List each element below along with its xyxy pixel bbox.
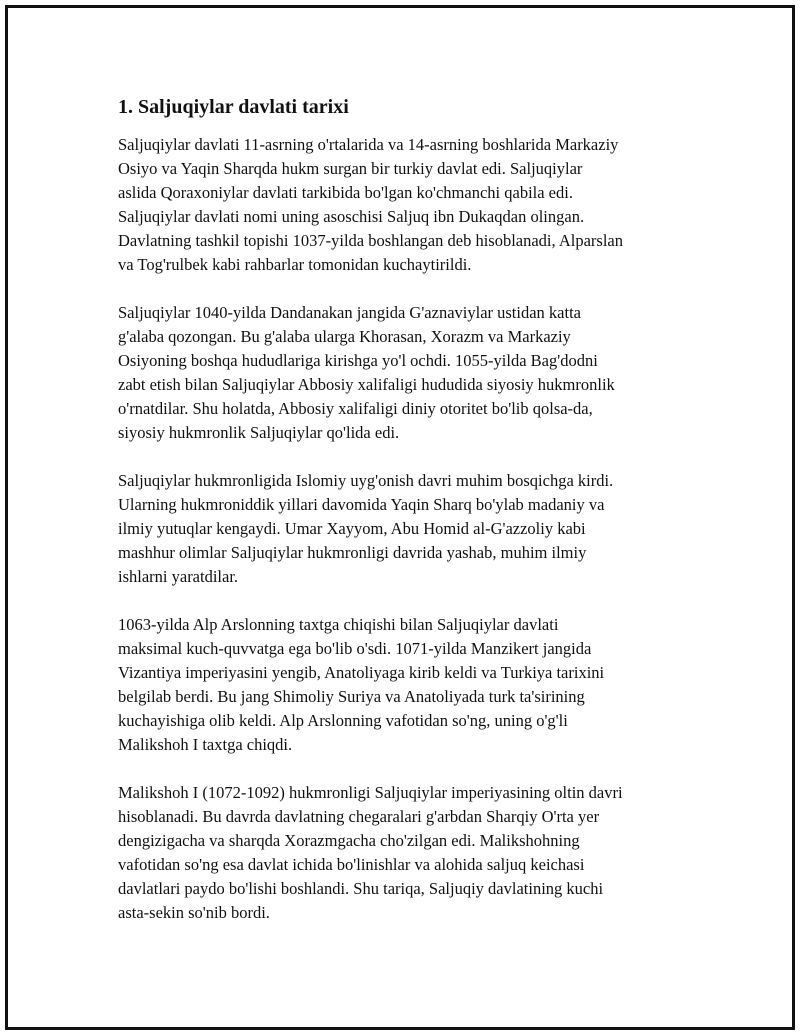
- document-body: [118, 93, 698, 949]
- text-line: vafotidan so'ng esa davlat ichida bo'linishlar va alohida saljuq keichasi: [118, 855, 585, 874]
- text-line: Vizantiya imperiyasini yengib, Anatoliyaga kirib keldi va Turkiya tarixini: [118, 663, 605, 682]
- document-title: 1. Saljuqiylar davlati tarixi: [118, 96, 349, 118]
- text-line: mashhur olimlar Saljuqiylar hukmronligi davrida yashab, muhim ilmiy: [118, 543, 587, 562]
- paragraph-1: [118, 133, 698, 277]
- text-line: Malikshoh I (1072-1092) hukmronligi Saljuqiylar imperiyasining oltin davri: [118, 783, 623, 802]
- text-line: ilmiy yutuqlar kengaydi. Umar Xayyom, Abu Homid al-G'azzoliy kabi: [118, 519, 586, 538]
- text-line: davlatlari paydo bo'lishi boshlandi. Shu tariqa, Saljuqiy davlatining kuchi: [118, 879, 604, 898]
- text-line: ishlarni yaratdilar.: [118, 567, 239, 586]
- text-line: maksimal kuch-quvvatga ega bo'lib o'sdi. 1071-yilda Manzikert jangida: [118, 639, 592, 658]
- text-line: Saljuqiylar 1040-yilda Dandanakan jangida G'aznaviylar ustidan katta: [118, 303, 581, 322]
- paragraph-2: [118, 301, 698, 445]
- text-line: Davlatning tashkil topishi 1037-yilda boshlangan deb hisoblanadi, Alparslan: [118, 231, 624, 250]
- paragraph-5: [118, 781, 698, 925]
- text-line: Saljuqiylar davlati nomi uning asoschisi Saljuq ibn Dukaqdan olingan.: [118, 207, 585, 226]
- text-line: asta-sekin so'nib bordi.: [118, 903, 270, 922]
- text-line: dengizigacha va sharqda Xorazmgacha cho'zilgan edi. Malikshohning: [118, 831, 580, 850]
- text-line: zabt etish bilan Saljuqiylar Abbosiy xalifaligi hududida siyosiy hukmronlik: [118, 375, 615, 394]
- text-line: Osiyo va Yaqin Sharqda hukm surgan bir turkiy davlat edi. Saljuqiylar: [118, 159, 583, 178]
- text-line: aslida Qoraxoniylar davlati tarkibida bo'lgan ko'chmanchi qabila edi.: [118, 183, 573, 202]
- text-line: 1063-yilda Alp Arslonning taxtga chiqishi bilan Saljuqiylar davlati: [118, 615, 559, 634]
- paragraph-4: [118, 613, 698, 757]
- text-line: kuchayishiga olib keldi. Alp Arslonning vafotidan so'ng, uning o'g'li: [118, 711, 568, 730]
- text-line: Osiyoning boshqa hududlariga kirishga yo'l ochdi. 1055-yilda Bag'dodni: [118, 351, 598, 370]
- text-line: va Tog'rulbek kabi rahbarlar tomonidan kuchaytirildi.: [118, 255, 472, 274]
- text-line: g'alaba qozongan. Bu g'alaba ularga Khorasan, Xorazm va Markaziy: [118, 327, 571, 346]
- text-line: o'rnatdilar. Shu holatda, Abbosiy xalifaligi diniy otoritet bo'lib qolsa-da,: [118, 399, 593, 418]
- text-line: Malikshoh I taxtga chiqdi.: [118, 735, 293, 754]
- text-line: Saljuqiylar hukmronligida Islomiy uyg'onish davri muhim bosqichga kirdi.: [118, 471, 614, 490]
- text-line: siyosiy hukmronlik Saljuqiylar qo'lida edi.: [118, 423, 400, 442]
- text-line: Ularning hukmroniddik yillari davomida Yaqin Sharq bo'ylab madaniy va: [118, 495, 605, 514]
- paragraph-3: [118, 469, 698, 589]
- text-line: hisoblanadi. Bu davrda davlatning chegaralari g'arbdan Sharqiy O'rta yer: [118, 807, 600, 826]
- text-line: belgilab berdi. Bu jang Shimoliy Suriya va Anatoliyada turk ta'sirining: [118, 687, 585, 706]
- text-line: Saljuqiylar davlati 11-asrning o'rtalarida va 14-asrning boshlarida Markaziy: [118, 135, 619, 154]
